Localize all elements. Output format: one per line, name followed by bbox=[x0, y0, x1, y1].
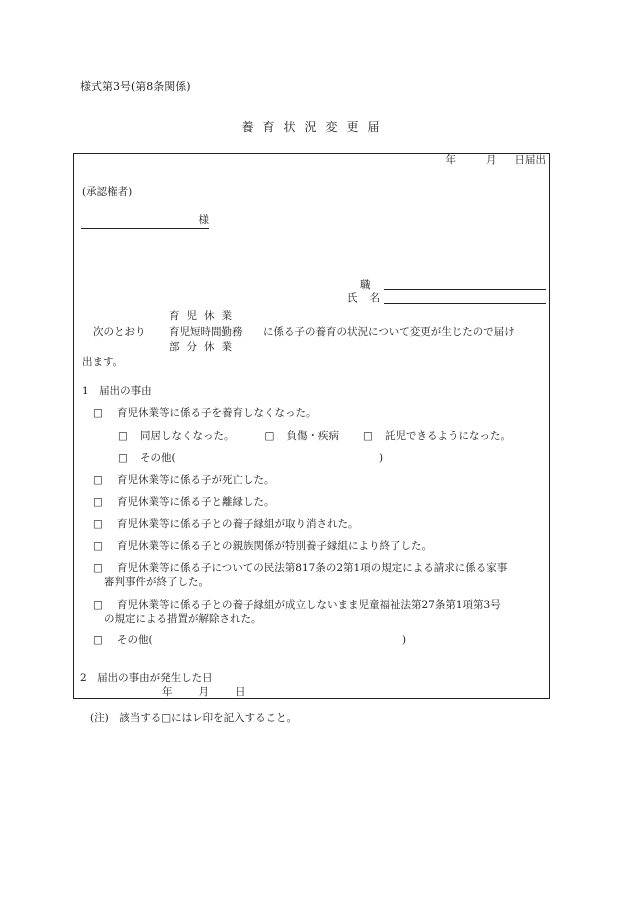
position-field[interactable] bbox=[384, 289, 546, 290]
reason-welfare-measure-cont: の規定による措置が解除された。 bbox=[104, 613, 262, 625]
page-title: 養育状況変更届 bbox=[241, 120, 389, 134]
sub-reason-injury: 負傷・疾病 bbox=[286, 430, 339, 442]
checkbox-special-adoption[interactable]: □ bbox=[93, 540, 103, 552]
checkbox-not-cohabiting[interactable]: □ bbox=[118, 430, 128, 442]
section1-title: 1 届出の事由 bbox=[82, 385, 152, 397]
reason-other-close: ) bbox=[402, 634, 407, 646]
intro-prefix: 次のとおり bbox=[93, 326, 146, 338]
reason-text: 育児休業等に係る子との養子縁組が成立しないまま児童福祉法第27条第1項第3号 bbox=[117, 599, 501, 611]
sub-reason-other: その他( bbox=[140, 452, 176, 464]
checkbox-no-longer-raising[interactable]: □ bbox=[93, 407, 103, 419]
intro-suffix: に係る子の養育の状況について変更が生じたので届け bbox=[263, 326, 515, 338]
reason-special-adoption bbox=[93, 540, 432, 553]
checkbox-childcare-available[interactable]: □ bbox=[363, 430, 373, 442]
reason-adoption-cancelled bbox=[93, 518, 359, 531]
authority-name-field[interactable] bbox=[81, 214, 209, 229]
reason-welfare-measure bbox=[93, 599, 501, 612]
submission-date bbox=[446, 154, 547, 167]
form-id: 様式第3号(第8条関係) bbox=[80, 80, 191, 93]
reason-death bbox=[93, 474, 275, 487]
occurrence-day-label: 日 bbox=[235, 686, 246, 698]
sub-other-close: ) bbox=[379, 452, 384, 464]
checkbox-dissolution[interactable]: □ bbox=[93, 496, 103, 508]
date-day-label: 日届出 bbox=[514, 154, 546, 166]
reason-civil-code-cont: 審判事件が終了した。 bbox=[104, 576, 209, 588]
reason-other: その他( bbox=[117, 634, 153, 646]
reason-dissolution bbox=[93, 496, 275, 509]
authority-label: (承認権者) bbox=[82, 186, 133, 198]
reason-text: 育児休業等に係る子についての民法第817条の2第1項の規定による請求に係る家事 bbox=[117, 562, 508, 574]
checkbox-other[interactable]: □ bbox=[93, 634, 103, 646]
leave-type-short-hours: 育児短時間勤務 bbox=[169, 326, 243, 338]
occurrence-month-label: 月 bbox=[198, 686, 209, 698]
sub-reason-childcare: 託児できるようになった。 bbox=[385, 430, 511, 442]
date-year-label: 年 bbox=[445, 154, 456, 166]
section2-title: 2 届出の事由が発生した日 bbox=[80, 672, 213, 684]
reason-no-longer-raising bbox=[93, 407, 317, 420]
reason-text: 育児休業等に係る子との養子縁組が取り消された。 bbox=[117, 518, 359, 530]
sama-label: 様 bbox=[198, 214, 209, 226]
reason-text: 育児休業等に係る子と離縁した。 bbox=[117, 496, 275, 508]
checkbox-injury-illness[interactable]: □ bbox=[264, 430, 275, 442]
date-month-label: 月 bbox=[486, 154, 497, 166]
reason-other-row bbox=[93, 634, 153, 647]
reason-text: 育児休業等に係る子を養育しなくなった。 bbox=[117, 407, 317, 419]
occurrence-year-label: 年 bbox=[162, 686, 173, 698]
checkbox-civil-code[interactable]: □ bbox=[93, 562, 103, 574]
occurrence-date bbox=[162, 686, 246, 699]
sub-reasons-row bbox=[118, 430, 511, 443]
checkbox-sub-other[interactable]: □ bbox=[118, 452, 128, 464]
name-field[interactable] bbox=[384, 303, 546, 304]
checkbox-death[interactable]: □ bbox=[93, 474, 103, 486]
intro-continuation: 出ます。 bbox=[82, 356, 124, 368]
checkbox-welfare-measure[interactable]: □ bbox=[93, 599, 103, 611]
reason-text: 育児休業等に係る子との親族関係が特別養子縁組により終了した。 bbox=[117, 540, 432, 552]
sub-reason-not-cohabiting: 同居しなくなった。 bbox=[140, 430, 235, 442]
reason-civil-code bbox=[93, 562, 507, 575]
name-label: 氏名 bbox=[347, 292, 392, 304]
sub-reason-other-row bbox=[118, 452, 176, 465]
leave-type-partial: 部分休業 bbox=[169, 341, 239, 353]
footnote: (注) 該当する□にはレ印を記入すること。 bbox=[90, 712, 298, 724]
reason-text: 育児休業等に係る子が死亡した。 bbox=[117, 474, 275, 486]
checkbox-adoption-cancelled[interactable]: □ bbox=[93, 518, 103, 530]
position-label: 職 bbox=[360, 279, 371, 291]
leave-type-childcare: 育児休業 bbox=[169, 310, 239, 322]
